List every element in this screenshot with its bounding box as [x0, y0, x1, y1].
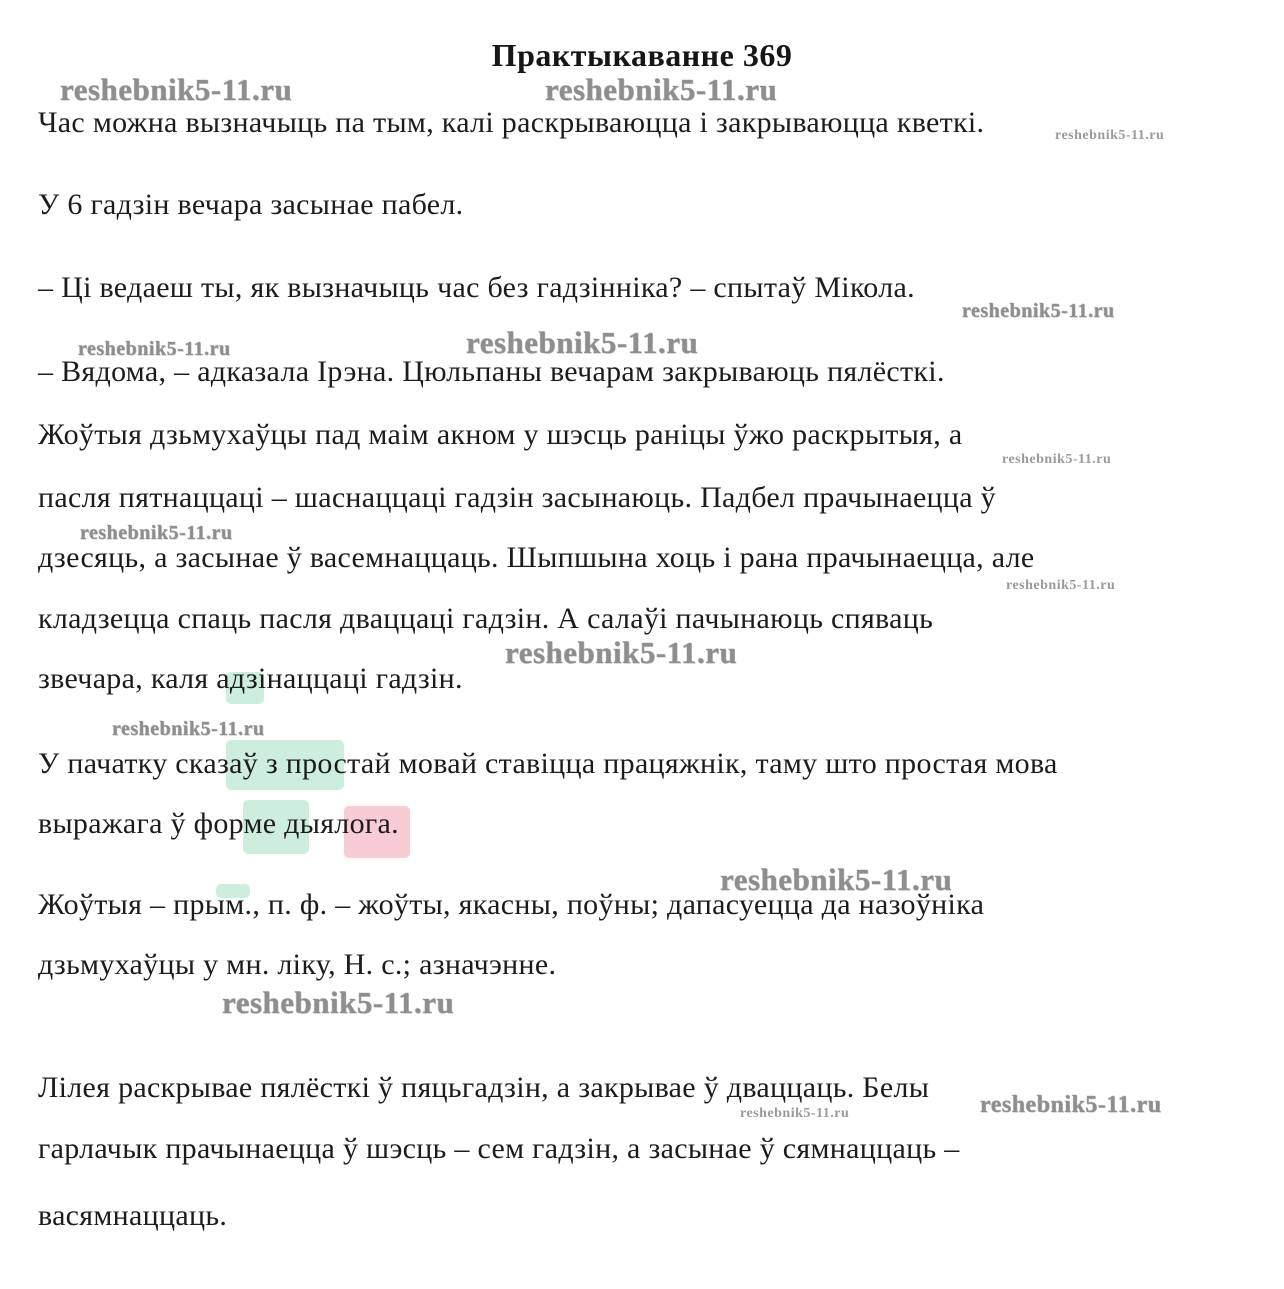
text-line: У пачатку сказаў з простай мовай ставіцца працяжнік, таму што простая мова: [38, 747, 1058, 780]
watermark-text: reshebnik5-11.ru: [80, 522, 233, 544]
watermark-text: reshebnik5-11.ru: [980, 1092, 1162, 1118]
watermark-text: reshebnik5-11.ru: [1002, 452, 1112, 467]
text-line: – Вядома, – адказала Ірэна. Цюльпаны вечарам закрываюць пялёсткі.: [38, 355, 945, 388]
watermark-text: reshebnik5-11.ru: [60, 72, 293, 107]
watermark-text: reshebnik5-11.ru: [1006, 578, 1116, 593]
watermark-text: reshebnik5-11.ru: [1055, 128, 1165, 143]
text-line: Час можна вызначыць па тым, калі раскрываюцца і закрываюцца кветкі.: [38, 106, 985, 139]
watermark-text: reshebnik5-11.ru: [720, 862, 953, 897]
text-line: Жоўтыя – прым., п. ф. – жоўты, якасны, поўны; дапасуецца да назоўніка: [38, 888, 985, 921]
page-title: Практыкаванне 369: [491, 37, 793, 74]
watermark-text: reshebnik5-11.ru: [222, 985, 455, 1020]
text-line: дзесяць, а засынае ў васемнаццаць. Шыпшына хоць і рана прачынаецца, але: [38, 541, 1035, 574]
text-line: кладзецца спаць пасля дваццаці гадзін. А салаўі пачынаюць спяваць: [38, 602, 934, 635]
watermark-text: reshebnik5-11.ru: [740, 1106, 850, 1121]
text-line: Лілея раскрывае пялёсткі ў пяцьгадзін, а закрывае ў дваццаць. Белы: [38, 1071, 930, 1104]
watermark-text: reshebnik5-11.ru: [962, 300, 1115, 322]
text-line: – Ці ведаеш ты, як вызначыць час без гадзінніка? – спытаў Мікола.: [38, 271, 915, 304]
text-line: пасля пятнаццаці – шаснаццаці гадзін засынаюць. Падбел прачынаецца ў: [38, 481, 996, 514]
watermark-text: reshebnik5-11.ru: [78, 338, 231, 360]
text-line: выражага ў форме дыялога.: [38, 807, 399, 840]
watermark-text: reshebnik5-11.ru: [545, 72, 778, 107]
text-line: звечара, каля адзінаццаці гадзін.: [38, 662, 463, 695]
text-line: дзьмухаўцы у мн. ліку, Н. с.; азначэнне.: [38, 948, 557, 981]
watermark-text: reshebnik5-11.ru: [466, 325, 699, 360]
text-line: У 6 гадзін вечара засынае пабел.: [38, 188, 464, 221]
text-line: васямнаццаць.: [38, 1199, 228, 1232]
text-line: Жоўтыя дзьмухаўцы пад маім акном у шэсць раніцы ўжо раскрытыя, а: [38, 418, 963, 451]
text-line: гарлачык прачынаецца ў шэсць – сем гадзін, а засынае ў сямнаццаць –: [38, 1132, 960, 1165]
watermark-text: reshebnik5-11.ru: [112, 718, 265, 740]
watermark-text: reshebnik5-11.ru: [505, 635, 738, 670]
